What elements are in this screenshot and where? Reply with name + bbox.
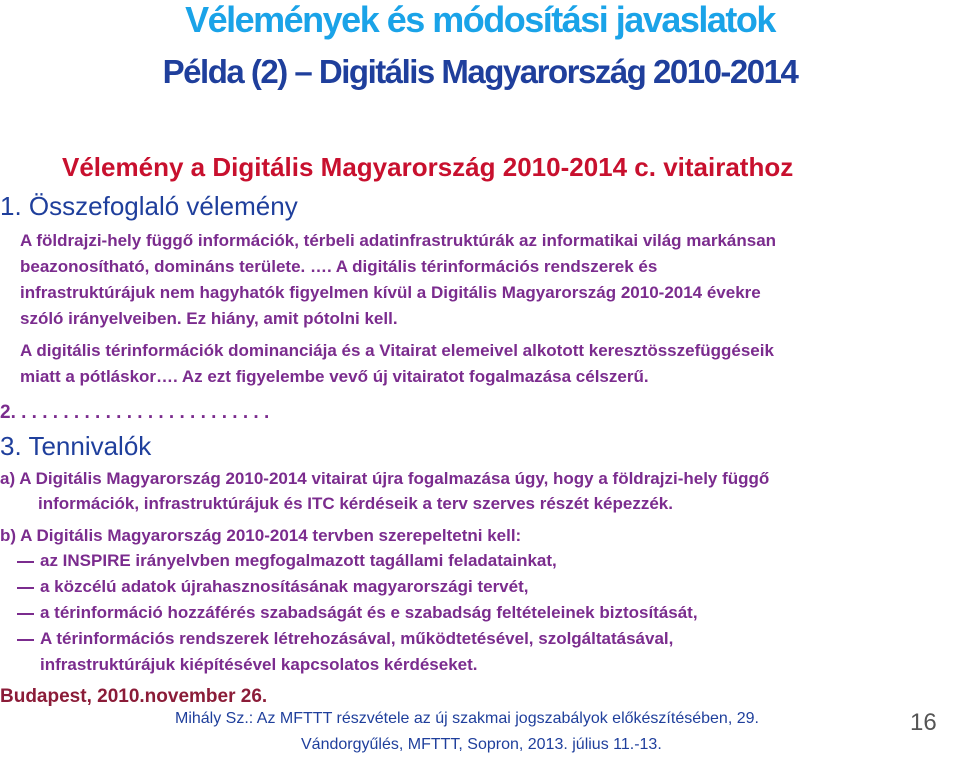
section1-title: 1. Összefoglaló vélemény: [0, 191, 298, 221]
section3-bullet-1: az INSPIRE irányelvben megfogalmazott tagállami feladatainkat,: [40, 551, 557, 570]
section3-bullet-4: A térinformációs rendszerek létrehozásával, működtetésével, szolgáltatásával,: [40, 629, 674, 648]
bullet-dash: [17, 639, 34, 641]
bullet-dash: [17, 587, 34, 589]
section1-paragraph1-line2: beazonosítható, domináns területe. …. A digitális térinformációs rendszerek és: [20, 257, 658, 276]
section3-item-a-line1: a) A Digitális Magyarország 2010-2014 vitairat újra fogalmazása úgy, hogy a földrajzi-hely függő: [0, 469, 770, 488]
section1-paragraph1-line1: A földrajzi-hely függő információk, térbeli adatinfrastruktúrák az informatikai világ markánsan: [20, 231, 777, 250]
slide-title-line1: Vélemények és módosítási javaslatok: [185, 0, 775, 40]
section3-bullet-2: a közcélú adatok újrahasznosításának magyarországi tervét,: [40, 577, 529, 596]
place-and-date: Budapest, 2010.november 26.: [0, 686, 268, 707]
bullet-dash: [17, 613, 34, 615]
section3-bullet-4-continuation: infrastruktúrájuk kiépítésével kapcsolatos kérdéseket.: [40, 655, 478, 674]
section1-paragraph1-line3: infrastruktúrájuk nem hagyhatók figyelmen kívül a Digitális Magyarország 2010-2014 évekre: [20, 283, 761, 302]
section3-item-a-line2: információk, infrastruktúrájuk és ITC kérdéseik a terv szerves részét képezzék.: [38, 494, 673, 513]
opinion-heading: Vélemény a Digitális Magyarország 2010-2014 c. vitairathoz: [62, 152, 794, 182]
section1-paragraph1-line4: szóló irányelveiben. Ez hiány, amit pótolni kell.: [20, 309, 398, 328]
footer-line2: Vándorgyűlés, MFTTT, Sopron, 2013. július 11.-13.: [301, 736, 662, 753]
footer-line1: Mihály Sz.: Az MFTTT részvétele az új szakmai jogszabályok előkészítésében, 29.: [175, 710, 759, 727]
section1-paragraph2-line1: A digitális térinformációk dominanciája és a Vitairat elemeivel alkotott keresztösszefüggéseik: [20, 341, 774, 360]
section1-paragraph2-line2: miatt a pótláskor…. Az ezt figyelembe vevő új vitairatot fogalmazása célszerű.: [20, 367, 649, 386]
bullet-dash: [17, 561, 34, 563]
section3-bullet-3: a térinformáció hozzáférés szabadságát és e szabadság feltételeinek biztosítását,: [40, 603, 698, 622]
section3-title: 3. Tennivalók: [0, 431, 152, 461]
slide-title-line2: Példa (2) – Digitális Magyarország 2010-2014: [162, 53, 798, 90]
section2-title: 2. . . . . . . . . . . . . . . . . . . . . . . . .: [0, 402, 270, 423]
page-number: 16: [910, 709, 937, 736]
section3-item-b-line1: b) A Digitális Magyarország 2010-2014 tervben szerepeltetni kell:: [0, 526, 522, 545]
